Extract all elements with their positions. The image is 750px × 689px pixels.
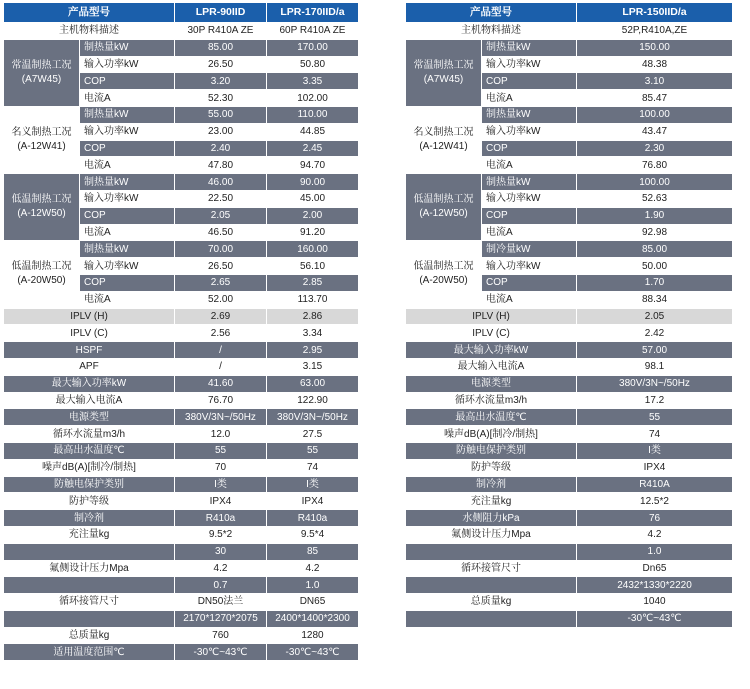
- sub-parameter-label: 电流A: [80, 291, 175, 308]
- sub-parameter-label: 输入功率kW: [80, 123, 175, 140]
- parameter-value: 48.38: [577, 56, 733, 73]
- parameter-value: 60P R410A ZE: [267, 23, 359, 40]
- parameter-value: 92.98: [577, 224, 733, 241]
- condition-group-label: 低温制热工况 (A-20W50): [406, 241, 482, 308]
- parameter-value: I类: [577, 442, 733, 459]
- parameter-value: 160.00: [267, 241, 359, 258]
- parameter-label: 最高出水温度℃: [4, 442, 175, 459]
- parameter-label: 防触电保护类别: [406, 442, 577, 459]
- table-row: [4, 510, 359, 527]
- header-model-name: LPR-90IID: [175, 3, 267, 23]
- parameter-value: 100.00: [577, 106, 733, 123]
- parameter-value: 26.50: [175, 56, 267, 73]
- parameter-label: 循环接管尺寸: [4, 594, 175, 611]
- parameter-value: 2.05: [175, 207, 267, 224]
- parameter-value: 23.00: [175, 123, 267, 140]
- parameter-label: [406, 577, 577, 594]
- table-row: [406, 342, 733, 359]
- table-row: [4, 106, 359, 123]
- parameter-value: Dn65: [577, 560, 733, 577]
- parameter-label: 氟侧设计压力Mpa: [4, 560, 175, 577]
- parameter-label: [4, 610, 175, 627]
- parameter-value: 52.00: [175, 291, 267, 308]
- table-row: [406, 325, 733, 342]
- sub-parameter-label: 输入功率kW: [80, 190, 175, 207]
- parameter-label: 最大输入功率kW: [406, 342, 577, 359]
- table-row: [406, 476, 733, 493]
- parameter-value: R410a: [267, 510, 359, 527]
- parameter-value: 41.60: [175, 375, 267, 392]
- parameter-value: 85: [267, 543, 359, 560]
- parameter-value: /: [175, 342, 267, 359]
- parameter-value: DN65: [267, 594, 359, 611]
- parameter-value: 2432*1330*2220: [577, 577, 733, 594]
- parameter-value: 27.5: [267, 426, 359, 443]
- table-row: [4, 409, 359, 426]
- parameter-value: 88.34: [577, 291, 733, 308]
- parameter-value: 55.00: [175, 106, 267, 123]
- table-row: [4, 375, 359, 392]
- sub-parameter-label: 制热量kW: [80, 174, 175, 191]
- parameter-label: HSPF: [4, 342, 175, 359]
- parameter-value: 3.10: [577, 73, 733, 90]
- parameter-value: -30℃~43℃: [577, 610, 733, 627]
- parameter-label: 循环水流量m3/h: [4, 426, 175, 443]
- parameter-label: 充注量kg: [406, 493, 577, 510]
- condition-group-label: 低温制热工况 (A-20W50): [4, 241, 80, 308]
- parameter-value: 2.85: [267, 274, 359, 291]
- sub-parameter-label: 电流A: [482, 224, 577, 241]
- parameter-value: 150.00: [577, 39, 733, 56]
- parameter-value: 2.45: [267, 140, 359, 157]
- condition-group-label: 低温制热工况 (A-12W50): [4, 174, 80, 241]
- table-row: [406, 23, 733, 40]
- parameter-value: 90.00: [267, 174, 359, 191]
- table-row: [4, 644, 359, 661]
- parameter-value: 2.30: [577, 140, 733, 157]
- sub-parameter-label: COP: [80, 73, 175, 90]
- parameter-value: 3.35: [267, 73, 359, 90]
- parameter-value: 22.50: [175, 190, 267, 207]
- sub-parameter-label: 电流A: [482, 90, 577, 107]
- parameter-value: 2.56: [175, 325, 267, 342]
- table-row: [406, 308, 733, 325]
- parameter-label: 总质量kg: [4, 627, 175, 644]
- parameter-value: 70: [175, 459, 267, 476]
- parameter-value: R410A: [577, 476, 733, 493]
- parameter-value: DN50法兰: [175, 594, 267, 611]
- sub-parameter-label: 输入功率kW: [80, 56, 175, 73]
- parameter-value: 50.00: [577, 258, 733, 275]
- parameter-value: 56.10: [267, 258, 359, 275]
- parameter-value: 3.15: [267, 358, 359, 375]
- parameter-value: 4.2: [267, 560, 359, 577]
- parameter-value: 113.70: [267, 291, 359, 308]
- parameter-value: 380V/3N~/50Hz: [267, 409, 359, 426]
- parameter-value: 46.00: [175, 174, 267, 191]
- header-row: [406, 3, 733, 23]
- parameter-label: 总质量kg: [406, 594, 577, 611]
- parameter-label: 最大输入功率kW: [4, 375, 175, 392]
- table-row: [4, 325, 359, 342]
- sub-parameter-label: 制热量kW: [80, 39, 175, 56]
- parameter-value: 94.70: [267, 157, 359, 174]
- parameter-value: 2.65: [175, 274, 267, 291]
- table-row: [406, 39, 733, 56]
- table-row: [4, 392, 359, 409]
- parameter-value: -30℃~43℃: [175, 644, 267, 661]
- parameter-value: IPX4: [577, 459, 733, 476]
- table-row: [4, 543, 359, 560]
- table-row: [4, 493, 359, 510]
- parameter-label: 制冷剂: [406, 476, 577, 493]
- table-row: [4, 526, 359, 543]
- header-model-name: LPR-170IID/a: [267, 3, 359, 23]
- sub-parameter-label: COP: [482, 207, 577, 224]
- sub-parameter-label: 电流A: [80, 157, 175, 174]
- parameter-value: IPX4: [267, 493, 359, 510]
- parameter-value: 74: [267, 459, 359, 476]
- sub-parameter-label: 输入功率kW: [482, 190, 577, 207]
- parameter-label: IPLV (H): [406, 308, 577, 325]
- parameter-value: 98.1: [577, 358, 733, 375]
- table-row: [406, 493, 733, 510]
- parameter-value: 63.00: [267, 375, 359, 392]
- parameter-label: 氟侧设计压力Mpa: [406, 526, 577, 543]
- sub-parameter-label: 制热量kW: [482, 39, 577, 56]
- table-row: [4, 39, 359, 56]
- header-model-name: LPR-150IID/a: [577, 3, 733, 23]
- condition-group-label: 常温制热工况 (A7W45): [406, 39, 482, 106]
- parameter-value: 52.63: [577, 190, 733, 207]
- table-row: [406, 106, 733, 123]
- parameter-value: 0.7: [175, 577, 267, 594]
- parameter-value: 52.30: [175, 90, 267, 107]
- parameter-value: 85.00: [577, 241, 733, 258]
- parameter-label: 最大输入电流A: [4, 392, 175, 409]
- table-row: [4, 23, 359, 40]
- parameter-label: 防护等级: [406, 459, 577, 476]
- parameter-label: [4, 543, 175, 560]
- parameter-value: 170.00: [267, 39, 359, 56]
- parameter-value: R410a: [175, 510, 267, 527]
- parameter-value: 1.90: [577, 207, 733, 224]
- spec-body-left: [4, 23, 359, 661]
- parameter-value: 100.00: [577, 174, 733, 191]
- parameter-value: 55: [175, 442, 267, 459]
- parameter-value: I类: [175, 476, 267, 493]
- sub-parameter-label: 电流A: [482, 291, 577, 308]
- sub-parameter-label: 输入功率kW: [80, 258, 175, 275]
- parameter-value: 70.00: [175, 241, 267, 258]
- table-row: [4, 174, 359, 191]
- table-row: [4, 241, 359, 258]
- spec-table-right: [405, 2, 733, 628]
- parameter-value: 26.50: [175, 258, 267, 275]
- table-row: [406, 577, 733, 594]
- sub-parameter-label: 输入功率kW: [482, 56, 577, 73]
- table-row: [4, 577, 359, 594]
- table-row: [406, 426, 733, 443]
- parameter-value: 50.80: [267, 56, 359, 73]
- parameter-value: 2.00: [267, 207, 359, 224]
- parameter-value: 52P,R410A,ZE: [577, 23, 733, 40]
- parameter-label: 噪声dB(A)[制冷/制热]: [4, 459, 175, 476]
- parameter-value: 122.90: [267, 392, 359, 409]
- table-row: [406, 594, 733, 611]
- table-row: [4, 560, 359, 577]
- parameter-value: 4.2: [175, 560, 267, 577]
- parameter-label: 循环水流量m3/h: [406, 392, 577, 409]
- sub-parameter-label: 电流A: [80, 90, 175, 107]
- parameter-value: 2.86: [267, 308, 359, 325]
- parameter-value: 9.5*2: [175, 526, 267, 543]
- condition-group-label: 名义制热工况 (A-12W41): [4, 106, 80, 173]
- table-row: [406, 241, 733, 258]
- parameter-value: 2400*1400*2300: [267, 610, 359, 627]
- parameter-value: 74: [577, 426, 733, 443]
- parameter-value: 2.05: [577, 308, 733, 325]
- parameter-label: 循环接管尺寸: [406, 560, 577, 577]
- parameter-value: 1.0: [267, 577, 359, 594]
- parameter-value: 43.47: [577, 123, 733, 140]
- sub-parameter-label: 制热量kW: [482, 106, 577, 123]
- parameter-label: [4, 577, 175, 594]
- parameter-value: 91.20: [267, 224, 359, 241]
- table-row: [406, 174, 733, 191]
- table-row: [4, 442, 359, 459]
- parameter-value: 1.0: [577, 543, 733, 560]
- table-row: [4, 459, 359, 476]
- sub-parameter-label: COP: [80, 140, 175, 157]
- parameter-label: 水侧阻力kPa: [406, 510, 577, 527]
- table-row: [406, 543, 733, 560]
- table-row: [406, 610, 733, 627]
- sub-parameter-label: 电流A: [482, 157, 577, 174]
- sub-parameter-label: COP: [482, 274, 577, 291]
- condition-group-label: 低温制热工况 (A-12W50): [406, 174, 482, 241]
- sub-parameter-label: 制热量kW: [80, 241, 175, 258]
- parameter-label: 防护等级: [4, 493, 175, 510]
- parameter-value: 2.69: [175, 308, 267, 325]
- parameter-value: 380V/3N~/50Hz: [577, 375, 733, 392]
- parameter-value: 1.70: [577, 274, 733, 291]
- sub-parameter-label: COP: [80, 207, 175, 224]
- sub-parameter-label: 制热量kW: [80, 106, 175, 123]
- parameter-value: 3.20: [175, 73, 267, 90]
- parameter-label: 电源类型: [4, 409, 175, 426]
- parameter-value: 76: [577, 510, 733, 527]
- parameter-value: 45.00: [267, 190, 359, 207]
- parameter-value: 110.00: [267, 106, 359, 123]
- parameter-value: 9.5*4: [267, 526, 359, 543]
- parameter-value: -30℃~43℃: [267, 644, 359, 661]
- parameter-label: 制冷剂: [4, 510, 175, 527]
- parameter-label: APF: [4, 358, 175, 375]
- table-row: [4, 426, 359, 443]
- parameter-value: 4.2: [577, 526, 733, 543]
- parameter-label: [406, 543, 577, 560]
- parameter-label: 充注量kg: [4, 526, 175, 543]
- parameter-value: 76.70: [175, 392, 267, 409]
- header-model-label: 产品型号: [406, 3, 577, 23]
- sub-parameter-label: 输入功率kW: [482, 123, 577, 140]
- parameter-label: IPLV (C): [4, 325, 175, 342]
- sub-parameter-label: 制热量kW: [482, 174, 577, 191]
- parameter-value: 76.80: [577, 157, 733, 174]
- parameter-label: IPLV (C): [406, 325, 577, 342]
- parameter-value: 85.47: [577, 90, 733, 107]
- parameter-label: 防触电保护类别: [4, 476, 175, 493]
- table-row: [4, 476, 359, 493]
- parameter-value: 2.42: [577, 325, 733, 342]
- parameter-value: /: [175, 358, 267, 375]
- parameter-value: 30P R410A ZE: [175, 23, 267, 40]
- table-row: [406, 392, 733, 409]
- table-row: [406, 510, 733, 527]
- parameter-value: 102.00: [267, 90, 359, 107]
- table-row: [406, 560, 733, 577]
- parameter-value: 47.80: [175, 157, 267, 174]
- sub-parameter-label: 输入功率kW: [482, 258, 577, 275]
- condition-group-label: 常温制热工况 (A7W45): [4, 39, 80, 106]
- table-row: [4, 308, 359, 325]
- table-row: [4, 358, 359, 375]
- parameter-value: 760: [175, 627, 267, 644]
- table-row: [406, 459, 733, 476]
- parameter-label: 最高出水温度℃: [406, 409, 577, 426]
- parameter-value: 55: [577, 409, 733, 426]
- parameter-value: 55: [267, 442, 359, 459]
- parameter-value: I类: [267, 476, 359, 493]
- sub-parameter-label: 电流A: [80, 224, 175, 241]
- parameter-label: 噪声dB(A)[制冷/制热]: [406, 426, 577, 443]
- parameter-label: 主机物料描述: [4, 23, 175, 40]
- parameter-value: 17.2: [577, 392, 733, 409]
- table-row: [4, 627, 359, 644]
- parameter-value: 46.50: [175, 224, 267, 241]
- spec-body-right: [406, 23, 733, 628]
- parameter-value: 1280: [267, 627, 359, 644]
- parameter-value: 2.40: [175, 140, 267, 157]
- table-row: [406, 409, 733, 426]
- parameter-value: 2170*1270*2075: [175, 610, 267, 627]
- parameter-label: [406, 610, 577, 627]
- parameter-value: 12.0: [175, 426, 267, 443]
- parameter-label: 适用温度范围℃: [4, 644, 175, 661]
- parameter-value: IPX4: [175, 493, 267, 510]
- parameter-value: 44.85: [267, 123, 359, 140]
- sub-parameter-label: COP: [482, 140, 577, 157]
- parameter-value: 30: [175, 543, 267, 560]
- table-row: [406, 358, 733, 375]
- parameter-value: 3.34: [267, 325, 359, 342]
- table-row: [406, 526, 733, 543]
- condition-group-label: 名义制热工况 (A-12W41): [406, 106, 482, 173]
- parameter-value: 2.95: [267, 342, 359, 359]
- table-row: [4, 342, 359, 359]
- table-row: [406, 375, 733, 392]
- header-row: [4, 3, 359, 23]
- parameter-label: IPLV (H): [4, 308, 175, 325]
- parameter-value: 1040: [577, 594, 733, 611]
- parameter-value: 85.00: [175, 39, 267, 56]
- sub-parameter-label: 制冷量kW: [482, 241, 577, 258]
- spec-table-left: [3, 2, 359, 661]
- table-row: [4, 610, 359, 627]
- table-row: [406, 442, 733, 459]
- parameter-value: 12.5*2: [577, 493, 733, 510]
- parameter-label: 最大输入电流A: [406, 358, 577, 375]
- parameter-value: 380V/3N~/50Hz: [175, 409, 267, 426]
- parameter-label: 主机物料描述: [406, 23, 577, 40]
- parameter-value: 57.00: [577, 342, 733, 359]
- sub-parameter-label: COP: [80, 274, 175, 291]
- table-row: [4, 594, 359, 611]
- parameter-label: 电源类型: [406, 375, 577, 392]
- header-model-label: 产品型号: [4, 3, 175, 23]
- sub-parameter-label: COP: [482, 73, 577, 90]
